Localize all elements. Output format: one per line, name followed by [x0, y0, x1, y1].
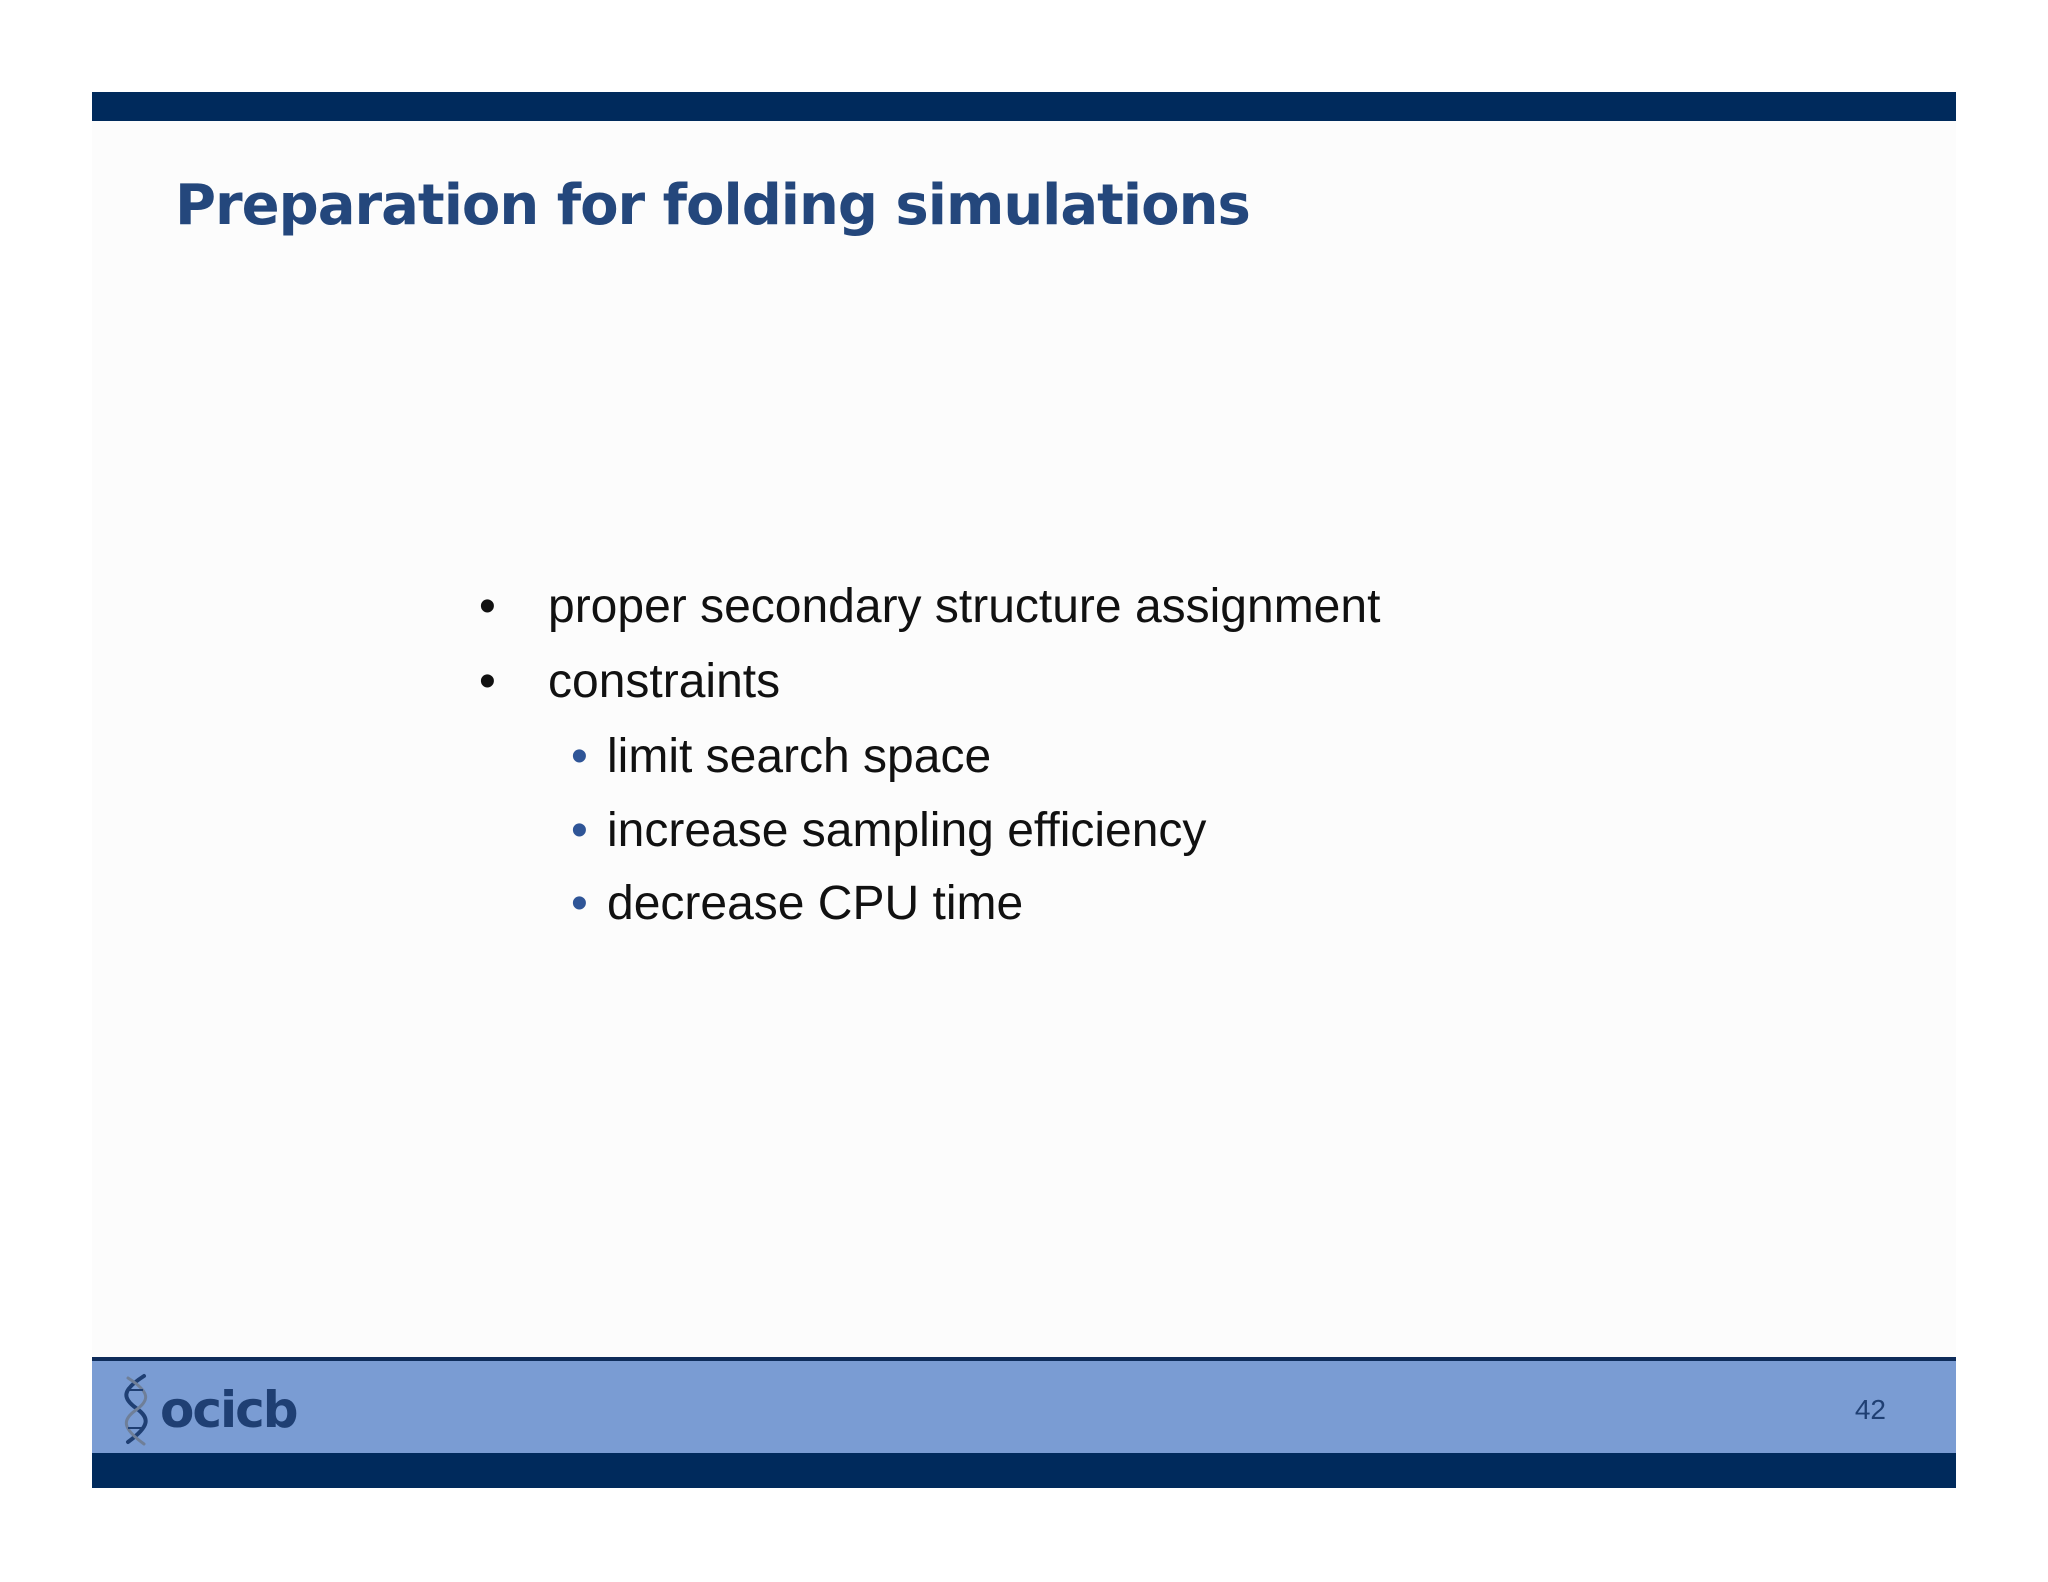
sub-bullet-marker: • — [571, 877, 588, 930]
sub-bullet-item — [571, 876, 1024, 932]
footer-bar — [92, 1453, 1956, 1488]
sub-bullet-marker: • — [571, 804, 588, 857]
bullet-text: proper secondary structure assignment — [548, 580, 1381, 633]
sub-bullet-text: limit search space — [607, 730, 992, 783]
bullet-text: constraints — [548, 655, 781, 708]
sub-bullet-item — [571, 803, 1207, 859]
bullet-item — [479, 654, 781, 710]
dna-helix-icon — [114, 1370, 158, 1450]
sub-bullet-text: decrease CPU time — [607, 877, 1024, 930]
slide-title: Preparation for folding simulations — [175, 173, 1250, 238]
page-number: 42 — [1854, 1394, 1886, 1425]
sub-bullet-text: increase sampling efficiency — [607, 804, 1207, 857]
bullet-marker: • — [479, 655, 496, 708]
bullet-item — [479, 579, 1381, 635]
sub-bullet-marker: • — [571, 730, 588, 783]
footer-band — [92, 1361, 1956, 1453]
sub-bullet-item — [571, 729, 992, 785]
bullet-marker: • — [479, 580, 496, 633]
logo-text: ocicb — [160, 1381, 297, 1439]
ocicb-logo — [114, 1370, 297, 1450]
